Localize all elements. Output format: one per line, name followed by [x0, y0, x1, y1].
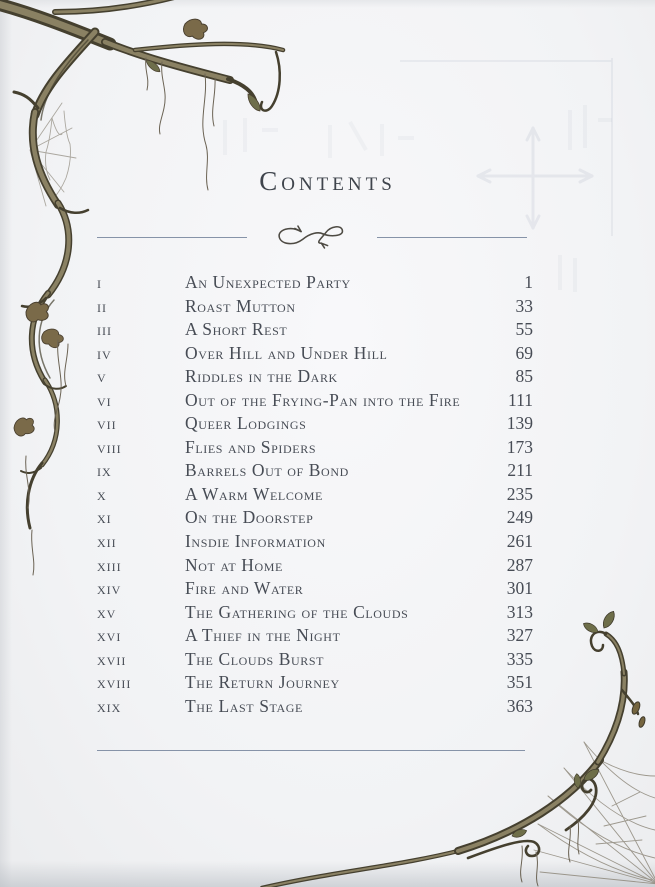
chapter-page-number: 211 — [507, 460, 533, 481]
chapter-numeral: iii — [97, 320, 112, 340]
chapter-numeral: ix — [97, 461, 112, 481]
chapter-title: The Return Journey — [185, 672, 340, 693]
chapter-title: Riddles in the Dark — [185, 366, 338, 387]
chapter-page-number: 313 — [506, 601, 533, 622]
chapter-page-number: 351 — [506, 672, 533, 693]
chapter-title: Roast Mutton — [185, 295, 296, 316]
title-divider — [97, 224, 527, 250]
toc-row — [97, 625, 533, 649]
chapter-title: On the Doorstep — [185, 507, 314, 528]
chapter-numeral: v — [97, 367, 107, 387]
chapter-numeral: ii — [97, 296, 107, 316]
toc-row — [97, 460, 533, 484]
toc-row — [97, 484, 533, 508]
chapter-numeral: xiii — [97, 555, 122, 575]
chapter-page-number: 287 — [506, 554, 533, 575]
toc-row — [97, 343, 533, 367]
divider-rule-right — [377, 237, 527, 238]
toc-row — [97, 319, 533, 343]
chapter-title: A Thief in the Night — [185, 625, 341, 646]
chapter-page-number: 363 — [506, 695, 533, 716]
divider-rule-left — [97, 237, 247, 238]
toc-row — [97, 272, 533, 296]
chapter-numeral: iv — [97, 343, 112, 363]
chapter-numeral: xv — [97, 602, 117, 622]
chapter-numeral: viii — [97, 437, 122, 457]
table-of-contents — [97, 272, 533, 719]
toc-row — [97, 672, 533, 696]
chapter-title: Not at Home — [185, 554, 283, 575]
toc-row — [97, 507, 533, 531]
toc-row — [97, 555, 533, 579]
toc-row — [97, 366, 533, 390]
chapter-numeral: xix — [97, 696, 122, 716]
chapter-page-number: 55 — [515, 319, 533, 340]
infinity-flourish-icon — [273, 224, 351, 250]
toc-row — [97, 390, 533, 414]
footer-rule — [97, 750, 525, 751]
chapter-title: Over Hill and Under Hill — [185, 342, 388, 363]
toc-row — [97, 531, 533, 555]
chapter-title: The Last Stage — [185, 695, 303, 716]
chapter-title: Fire and Water — [185, 578, 304, 599]
chapter-title: The Clouds Burst — [185, 648, 325, 669]
toc-row — [97, 413, 533, 437]
vine-leaf-icon — [582, 609, 618, 635]
chapter-page-number: 1 — [524, 272, 533, 292]
chapter-title: A Warm Welcome — [185, 483, 323, 504]
chapter-numeral: xii — [97, 532, 117, 552]
chapter-page-number: 249 — [506, 507, 533, 528]
chapter-page-number: 173 — [506, 436, 533, 457]
chapter-title: Flies and Spiders — [185, 436, 317, 457]
toc-row — [97, 437, 533, 461]
chapter-numeral: xvi — [97, 626, 122, 646]
chapter-numeral: xviii — [97, 673, 132, 693]
spider-web-icon — [534, 742, 655, 884]
toc-row — [97, 602, 533, 626]
chapter-page-number: 69 — [515, 342, 533, 363]
chapter-page-number: 85 — [515, 366, 533, 387]
chapter-numeral: vi — [97, 390, 112, 410]
chapter-title: An Unexpected Party — [185, 272, 351, 292]
chapter-page-number: 235 — [506, 483, 533, 504]
chapter-title: A Short Rest — [185, 319, 288, 340]
chapter-title: Queer Lodgings — [185, 413, 307, 434]
chapter-numeral: vii — [97, 414, 117, 434]
chapter-page-number: 327 — [506, 625, 533, 646]
vine-leaf-icon — [574, 766, 601, 788]
chapter-title: Out of the Frying-Pan into the Fire — [185, 389, 461, 410]
toc-row — [97, 696, 533, 720]
chapter-page-number: 33 — [515, 295, 533, 316]
chapter-title: The Gathering of the Clouds — [185, 601, 409, 622]
toc-row — [97, 578, 533, 602]
chapter-page-number: 301 — [506, 578, 533, 599]
chapter-page-number: 139 — [506, 413, 533, 434]
chapter-page-number: 261 — [506, 531, 533, 552]
page-title: Contents — [259, 166, 396, 196]
chapter-numeral: xi — [97, 508, 112, 528]
chapter-title: Barrels Out of Bond — [185, 460, 349, 481]
chapter-numeral: x — [97, 484, 107, 504]
chapter-page-number: 335 — [506, 648, 533, 669]
toc-row — [97, 649, 533, 673]
toc-row — [97, 296, 533, 320]
chapter-numeral: xvii — [97, 649, 127, 669]
chapter-page-number: 111 — [508, 389, 533, 410]
chapter-numeral: i — [97, 273, 102, 292]
chapter-title: Insdie Information — [185, 531, 326, 552]
chapter-numeral: xiv — [97, 579, 122, 599]
